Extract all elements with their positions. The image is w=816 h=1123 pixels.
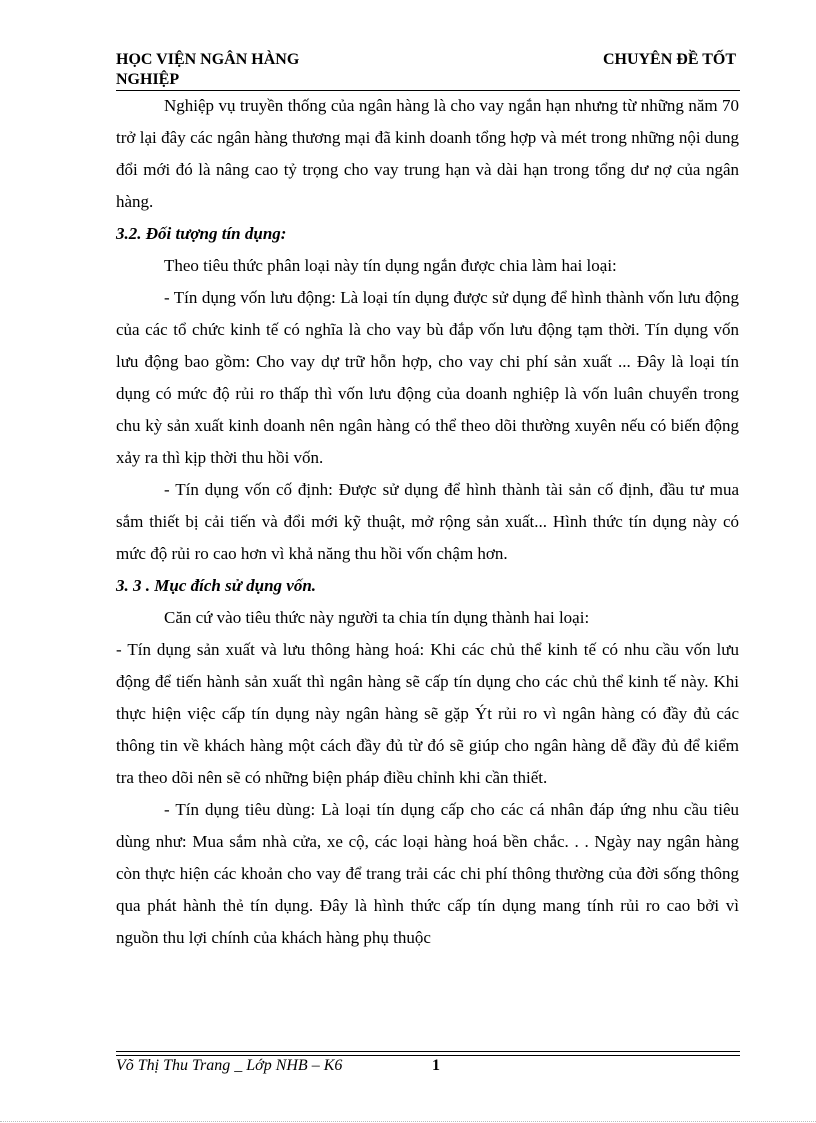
section-heading-3-2: 3.2. Đối tượng tín dụng: [116, 224, 287, 243]
section-heading-3-3: 3. 3 . Mục đích sử dụng vốn. [116, 576, 317, 595]
page-number: 1 [432, 1057, 440, 1074]
header-institution: HỌC VIỆN NGÂN HÀNG [116, 51, 300, 68]
page-header [116, 50, 740, 90]
paragraph-2: Theo tiêu thức phân loại này tín dụng ngắn được chia làm hai loại: [164, 256, 617, 275]
document-body [116, 90, 739, 954]
footer-author: Võ Thị Thu Trang _ Lớp NHB – K6 [116, 1057, 343, 1074]
footer-rule-top [116, 1051, 740, 1052]
paragraph-7: - Tín dụng tiêu dùng: Là loại tín dụng cấp cho các cá nhân đáp ứng nhu cầu tiêu dùng như: Mua sắm nhà cửa, xe cộ, các loại hàng hoá bền chắc. . . Ngày nay ngân hàng còn thực hiện các khoản cho vay để trang trải các chi phí thông thường của đời sống thông qua phát hành thẻ tín dụng. Đây là hình thức cấp tín dụng mang tính rủi ro cao bởi vì nguồn thu lợi chính của khách hàng phụ thuộc [116, 800, 739, 947]
paragraph-4: - Tín dụng vốn cố định: Được sử dụng để hình thành tài sản cố định, đầu tư mua sắm thiết bị cải tiến và đổi mới kỹ thuật, mở rộng sản xuất... Hình thức tín dụng này có mức độ rủi ro cao hơn vì khả năng thu hồi vốn chậm hơn. [116, 480, 739, 563]
paragraph-6: - Tín dụng sản xuất và lưu thông hàng hoá: Khi các chủ thể kinh tế có nhu cầu vốn lưu động để tiến hành sản xuất thì ngân hàng sẽ cấp tín dụng cho các chủ thể kinh tế này. Khi thực hiện việc cấp tín dụng này ngân hàng sẽ gặp Ýt rủi ro vì ngân hàng có đầy đủ các thông tin về khách hàng một cách đầy đủ từ đó sẽ giúp cho ngân hàng dễ đầy đủ để kiểm tra theo dõi nên sẽ có những biện pháp điều chỉnh khi cần thiết. [116, 640, 739, 787]
header-document-type: CHUYÊN ĐỀ TỐT [602, 51, 736, 68]
paragraph-1: Nghiệp vụ truyền thống của ngân hàng là cho vay ngắn hạn nhưng từ những năm 70 trở lại đây các ngân hàng thương mại đã kinh doanh tổng hợp và mét trong những nội dung đổi mới đó là nâng cao tỷ trọng cho vay trung hạn và dài hạn trong tổng dư nợ của ngân hàng. [116, 96, 739, 211]
paragraph-3: - Tín dụng vốn lưu động: Là loại tín dụng được sử dụng để hình thành vốn lưu động của các tổ chức kinh tế có nghĩa là cho vay bù đắp vốn lưu động tạm thời. Tín dụng vốn lưu động bao gồm: Cho vay dự trữ hỗn hợp, cho vay chi phí sản xuất ... Đây là loại tín dụng có mức độ rủi ro thấp thì vốn lưu động của doanh nghiệp là vốn luân chuyển trong chu kỳ sản xuất kinh doanh nên ngân hàng có thể theo dõi thường xuyên nếu có biến động xảy ra thì kịp thời thu hồi vốn. [116, 288, 739, 467]
page-footer [116, 1056, 740, 1076]
page-bottom-edge [0, 1121, 816, 1122]
paragraph-5: Căn cứ vào tiêu thức này người ta chia tín dụng thành hai loại: [164, 608, 590, 627]
header-document-type-continued: NGHIỆP [116, 71, 180, 88]
